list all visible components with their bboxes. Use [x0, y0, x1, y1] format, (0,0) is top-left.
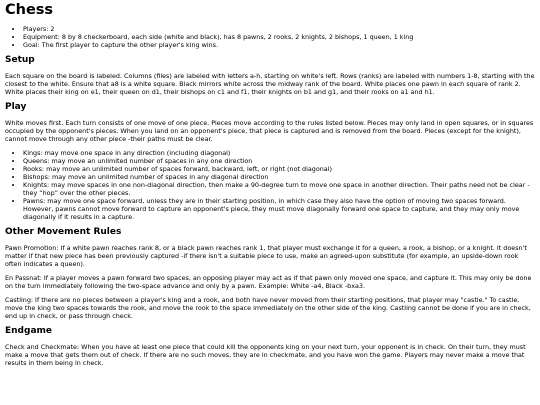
play-paragraph: White moves first. Each turn consists of one move of one piece. Pieces move according to the rules listed below. Pieces may only land in open squares, or in squares occupied by the opponent's pieces. When you land on an opponent's piece, that piece is captured and is removed from the board. Pieces (except for the knight), cannot move through any other piece -their paths must be clear.: [5, 119, 534, 143]
summary-list: [5, 25, 535, 49]
summary-item-goal: • Goal: The first player to capture the other player's king wins.: [23, 41, 535, 49]
piece-rules-list: [5, 149, 535, 221]
other-movement-heading: Other Movement Rules: [5, 227, 122, 237]
rule-rooks: • Rooks: may move an unlimited number of spaces forward, backward, left, or right (not diagonal): [23, 165, 535, 173]
page-title: Chess: [5, 2, 54, 18]
summary-item-players: • Players: 2: [23, 25, 535, 33]
setup-paragraph: Each square on the board is labeled. Columns (files) are labeled with letters a-h, starting on white's left. Rows (ranks) are labeled with numbers 1-8, starting with the closest to the white. Ensure that a8 is a white square. Black mirrors white across the midway rank of the board. White places one pawn in each square of rank 2. White places their king on e1, their queen on d1, their bishops on c1 and f1, their knights on b1 and g1, and their rooks on a1 and h1.: [5, 72, 535, 96]
rule-knights: • Knights: may move spaces in one non-diagonal direction, then make a 90-degree turn to move one space in another direction. Their paths need not be clear -they “hop” over the other pieces.: [23, 181, 535, 197]
play-heading: Play: [5, 102, 27, 112]
endgame-heading: Endgame: [5, 326, 52, 336]
rule-queens: • Queens: may move an unlimited number of spaces in any one direction: [23, 157, 535, 165]
rule-pawns: • Pawns: may move one space forward, unless they are in their starting position, in which case they also have the option of moving two spaces forward. However, pawns cannot move forward to capture an opponent's piece, they must move diagonally forward one space to capture, and they may only move diagonally if it results in a capture.: [23, 197, 535, 221]
en-passant-paragraph: En Passnat: If a player moves a pawn forward two spaces, an opposing player may act as if that pawn only moved one space, and capture it. This may only be done on the turn immediately following the two-space advance and only by a pawn. Example: White -a4, Black -bxa3.: [5, 274, 532, 290]
endgame-paragraph: Check and Checkmate: When you have at least one piece that could kill the opponents king on your next turn, your opponent is in check. On their turn, they must make a move that gets them out of check. If there are no such moves, they are in checkmate, and you have won the game. Players may never make a move that results in them being in check.: [5, 343, 526, 367]
setup-heading: Setup: [5, 55, 35, 65]
rule-bishops: • Bishops: may move an unlimited number of spaces in any diagonal direction: [23, 173, 535, 181]
castling-paragraph: Castling: If there are no pieces between a player's king and a rook, and both have never moved from their starting positions, that player may "castle." To castle, move the king two spaces towards the rook, and move the rook to the space immediately on the other side of the king. Castling cannot be done if you are in check, end up in check, or pass through check.: [5, 296, 531, 320]
rule-kings: • Kings: may move one space in any direction (including diagonal): [23, 149, 535, 157]
summary-item-equipment: • Equipment: 8 by 8 checkerboard, each side (white and black), has 8 pawns, 2 rooks, 2 knights, 2 bishops, 1 queen, 1 king: [23, 33, 535, 41]
pawn-promotion-paragraph: Pawn Promotion: If a white pawn reaches rank 8, or a black pawn reaches rank 1, that player must exchange it for a queen, a rook, a bishop, or a knight. It doesn't matter if that new piece has been previously captured -if there isn't a suitable piece to use, make an agreed-upon substitute (for example, an upside-down rook often indicates a queen).: [5, 244, 527, 268]
